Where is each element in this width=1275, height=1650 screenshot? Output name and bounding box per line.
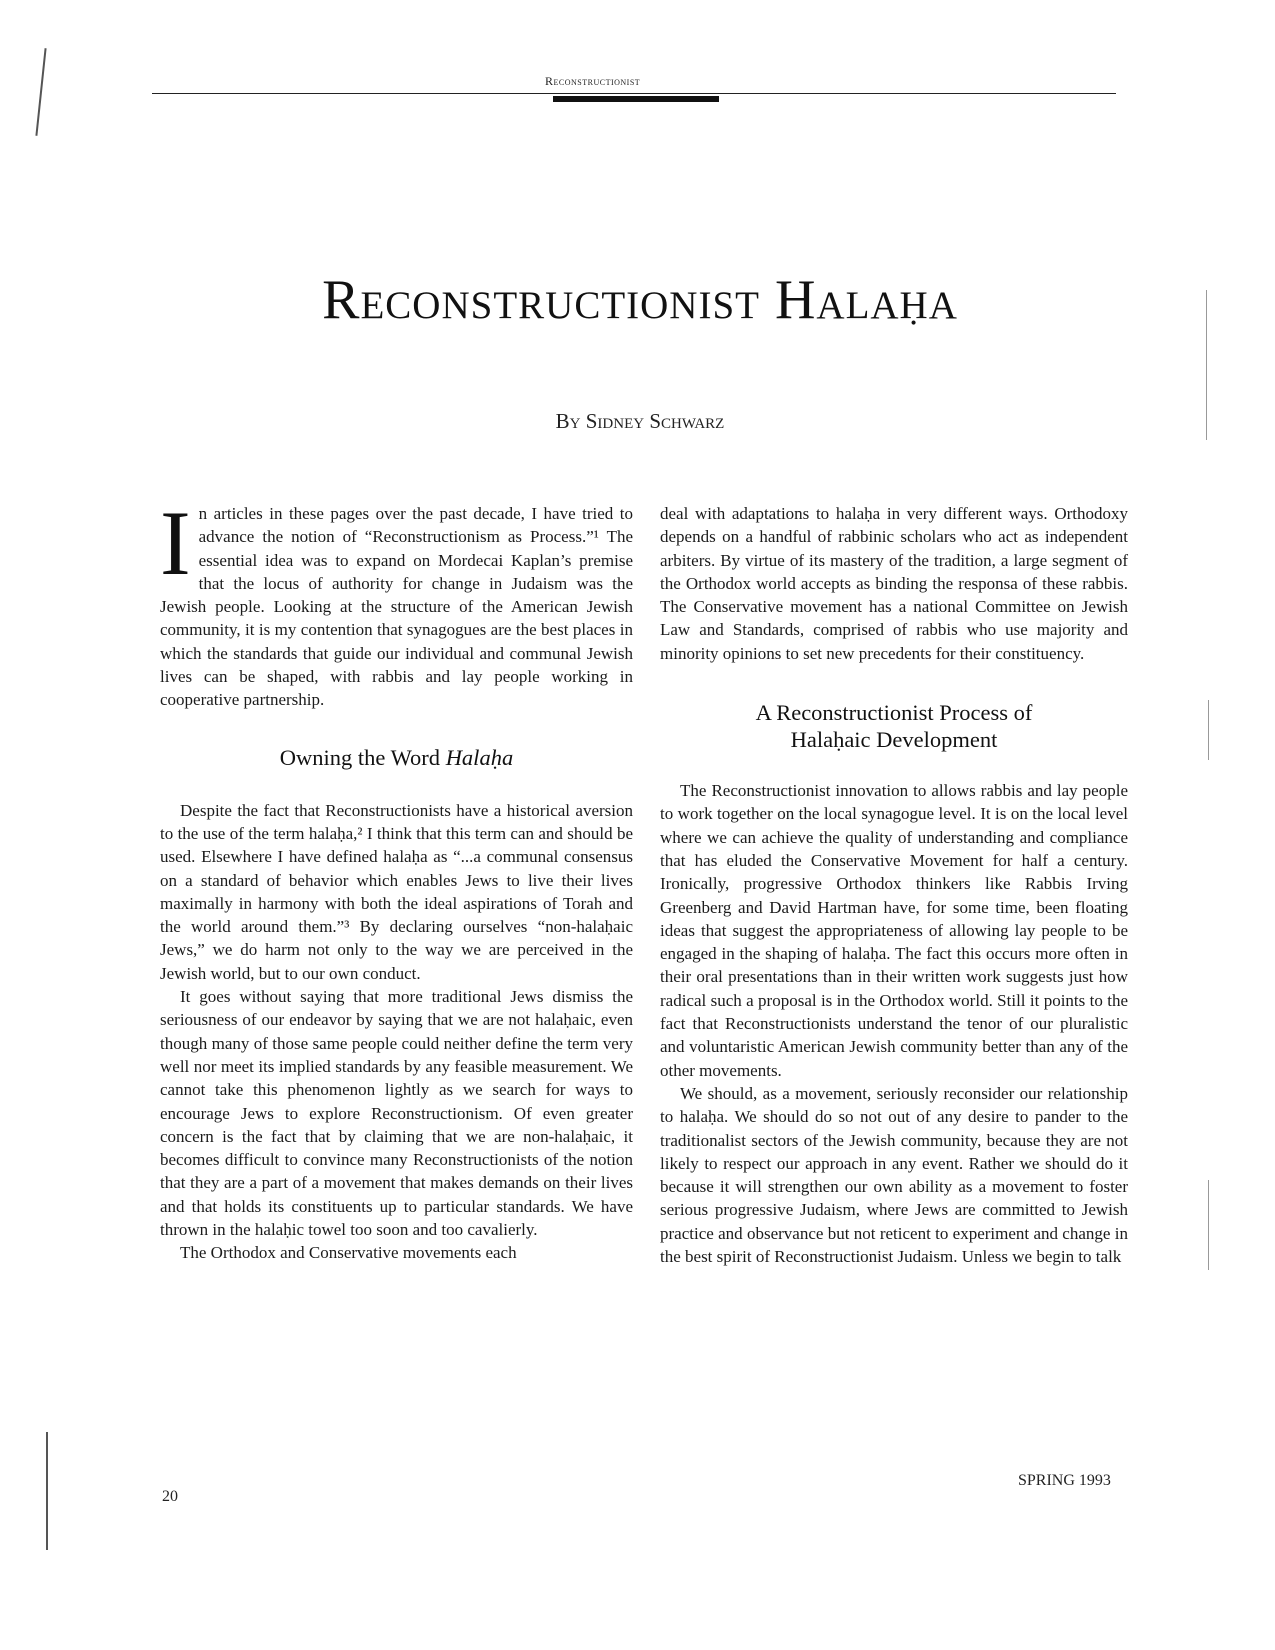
- section-heading-italic: Halaḥa: [445, 744, 514, 770]
- running-header: Reconstructionist: [545, 74, 641, 88]
- body-paragraph: We should, as a movement, seriously reconsider our relationship to halaḥa. We should do so not out of any desire to pander to the traditionalist sectors of the Jewish community, because they are not likely to respect our approach in any event. Rather we should do it because it will strengthen our own ability as a movement to foster serious progressive Judaism, where Jews are committed to Jewish practice and observance but not reticent to experiment and change in the best spirit of Reconstructionist Judaism. Unless we begin to talk: [660, 1083, 1128, 1267]
- section-heading-line: A Reconstructionist Process of: [755, 700, 1033, 726]
- scan-artifact-mark: [35, 48, 46, 136]
- body-paragraph: It goes without saying that more traditional Jews dismiss the seriousness of our endeavor by saying that we are not halaḥaic, even though many of those same people could neither define the term very well nor meet its implied standards by any feasible measurement. We cannot take this phenomenon lightly as we search for ways to encourage Jews to explore Reconstructionism. Of even greater concern is the fact that by claiming that we are non-halaḥaic, it becomes difficult to convince many Reconstructionists of the notion that they are a part of a movement that makes demands on their lives and that holds its constituents up to particular standards. We have thrown in the halaḥic towel too soon and too cavalierly.: [160, 987, 633, 1240]
- intro-paragraph: [160, 492, 633, 712]
- intro-text: n articles in these pages over the past decade, I have tried to advance the notion of “Reconstructionism as Process.”¹ The essential idea was to expand on Mordecai Kaplan’s premise that the locus of authority for change in Judaism was the Jewish people. Looking at the structure of the American Jewish community, it is my contention that synagogues are the best places in which the standards that guide our individual and communal Jewish lives can be shaped, with rabbis and lay people working in cooperative partnership.: [160, 504, 633, 710]
- article-title: Reconstructionist Halaḥa: [322, 269, 958, 331]
- scan-artifact-mark: [46, 1432, 48, 1550]
- issue-label: SPRING 1993: [1018, 1472, 1111, 1489]
- scan-artifact-mark: [1206, 290, 1207, 440]
- left-column: [160, 492, 633, 1265]
- section-heading-process: [660, 699, 1128, 753]
- scan-artifact-mark: [1208, 700, 1209, 760]
- section-heading-owning: [160, 744, 633, 771]
- body-paragraph: The Reconstructionist innovation to allows rabbis and lay people to work together on the local synagogue level. It is on the local level where we can achieve the quality of understanding and compliance that has eluded the Conservative Movement for half a century. Ironically, progressive Orthodox thinkers like Rabbis Irving Greenberg and David Hartman have, for some time, been floating ideas that suggest the appropriateness of allowing lay people to be engaged in the shaping of halaḥa. The fact this occurs more often in their oral presentations than in their written work suggests just how radical such a proposal is in the Orthodox world. Still it points to the fact that Reconstructionists understand the tenor of our pluralistic and voluntaristic American Jewish community better than any of the other movements.: [660, 781, 1128, 1080]
- body-paragraph: Despite the fact that Reconstructionists have a historical aversion to the use of the term halaḥa,² I think that this term can and should be used. Elsewhere I have defined halaḥa as “...a communal consensus on a standard of behavior which enables Jews to live their lives maximally in harmony with both the ideal aspirations of Torah and the world around them.”³ By declaring ourselves “non-halaḥaic Jews,” we do harm not only to the way we are perceived in the Jewish world, but to our own conduct.: [160, 800, 633, 983]
- right-column: [660, 502, 1128, 1268]
- section-heading-line: Halaḥaic Development: [790, 727, 998, 753]
- body-paragraph: The Orthodox and Conservative movements each: [180, 1243, 517, 1263]
- body-paragraph: deal with adaptations to halaḥa in very different ways. Orthodoxy depends on a handful of rabbinic scholars who act as independent arbiters. By virtue of its mastery of the tradition, a large segment of the Orthodox world accepts as binding the responsa of these rabbis. The Conservative movement has a national Committee on Jewish Law and Standards, comprised of rabbis who use majority and minority opinions to set new precedents for their constituency.: [660, 504, 1128, 663]
- scan-artifact-mark: [1208, 1180, 1209, 1270]
- drop-cap: I: [160, 492, 191, 594]
- header-rule-accent: [553, 96, 719, 102]
- section-heading-text: Owning the Word: [279, 744, 446, 770]
- page-number: 20: [162, 1488, 178, 1505]
- article-byline: By Sidney Schwarz: [555, 409, 725, 433]
- header-rule: [152, 93, 1116, 94]
